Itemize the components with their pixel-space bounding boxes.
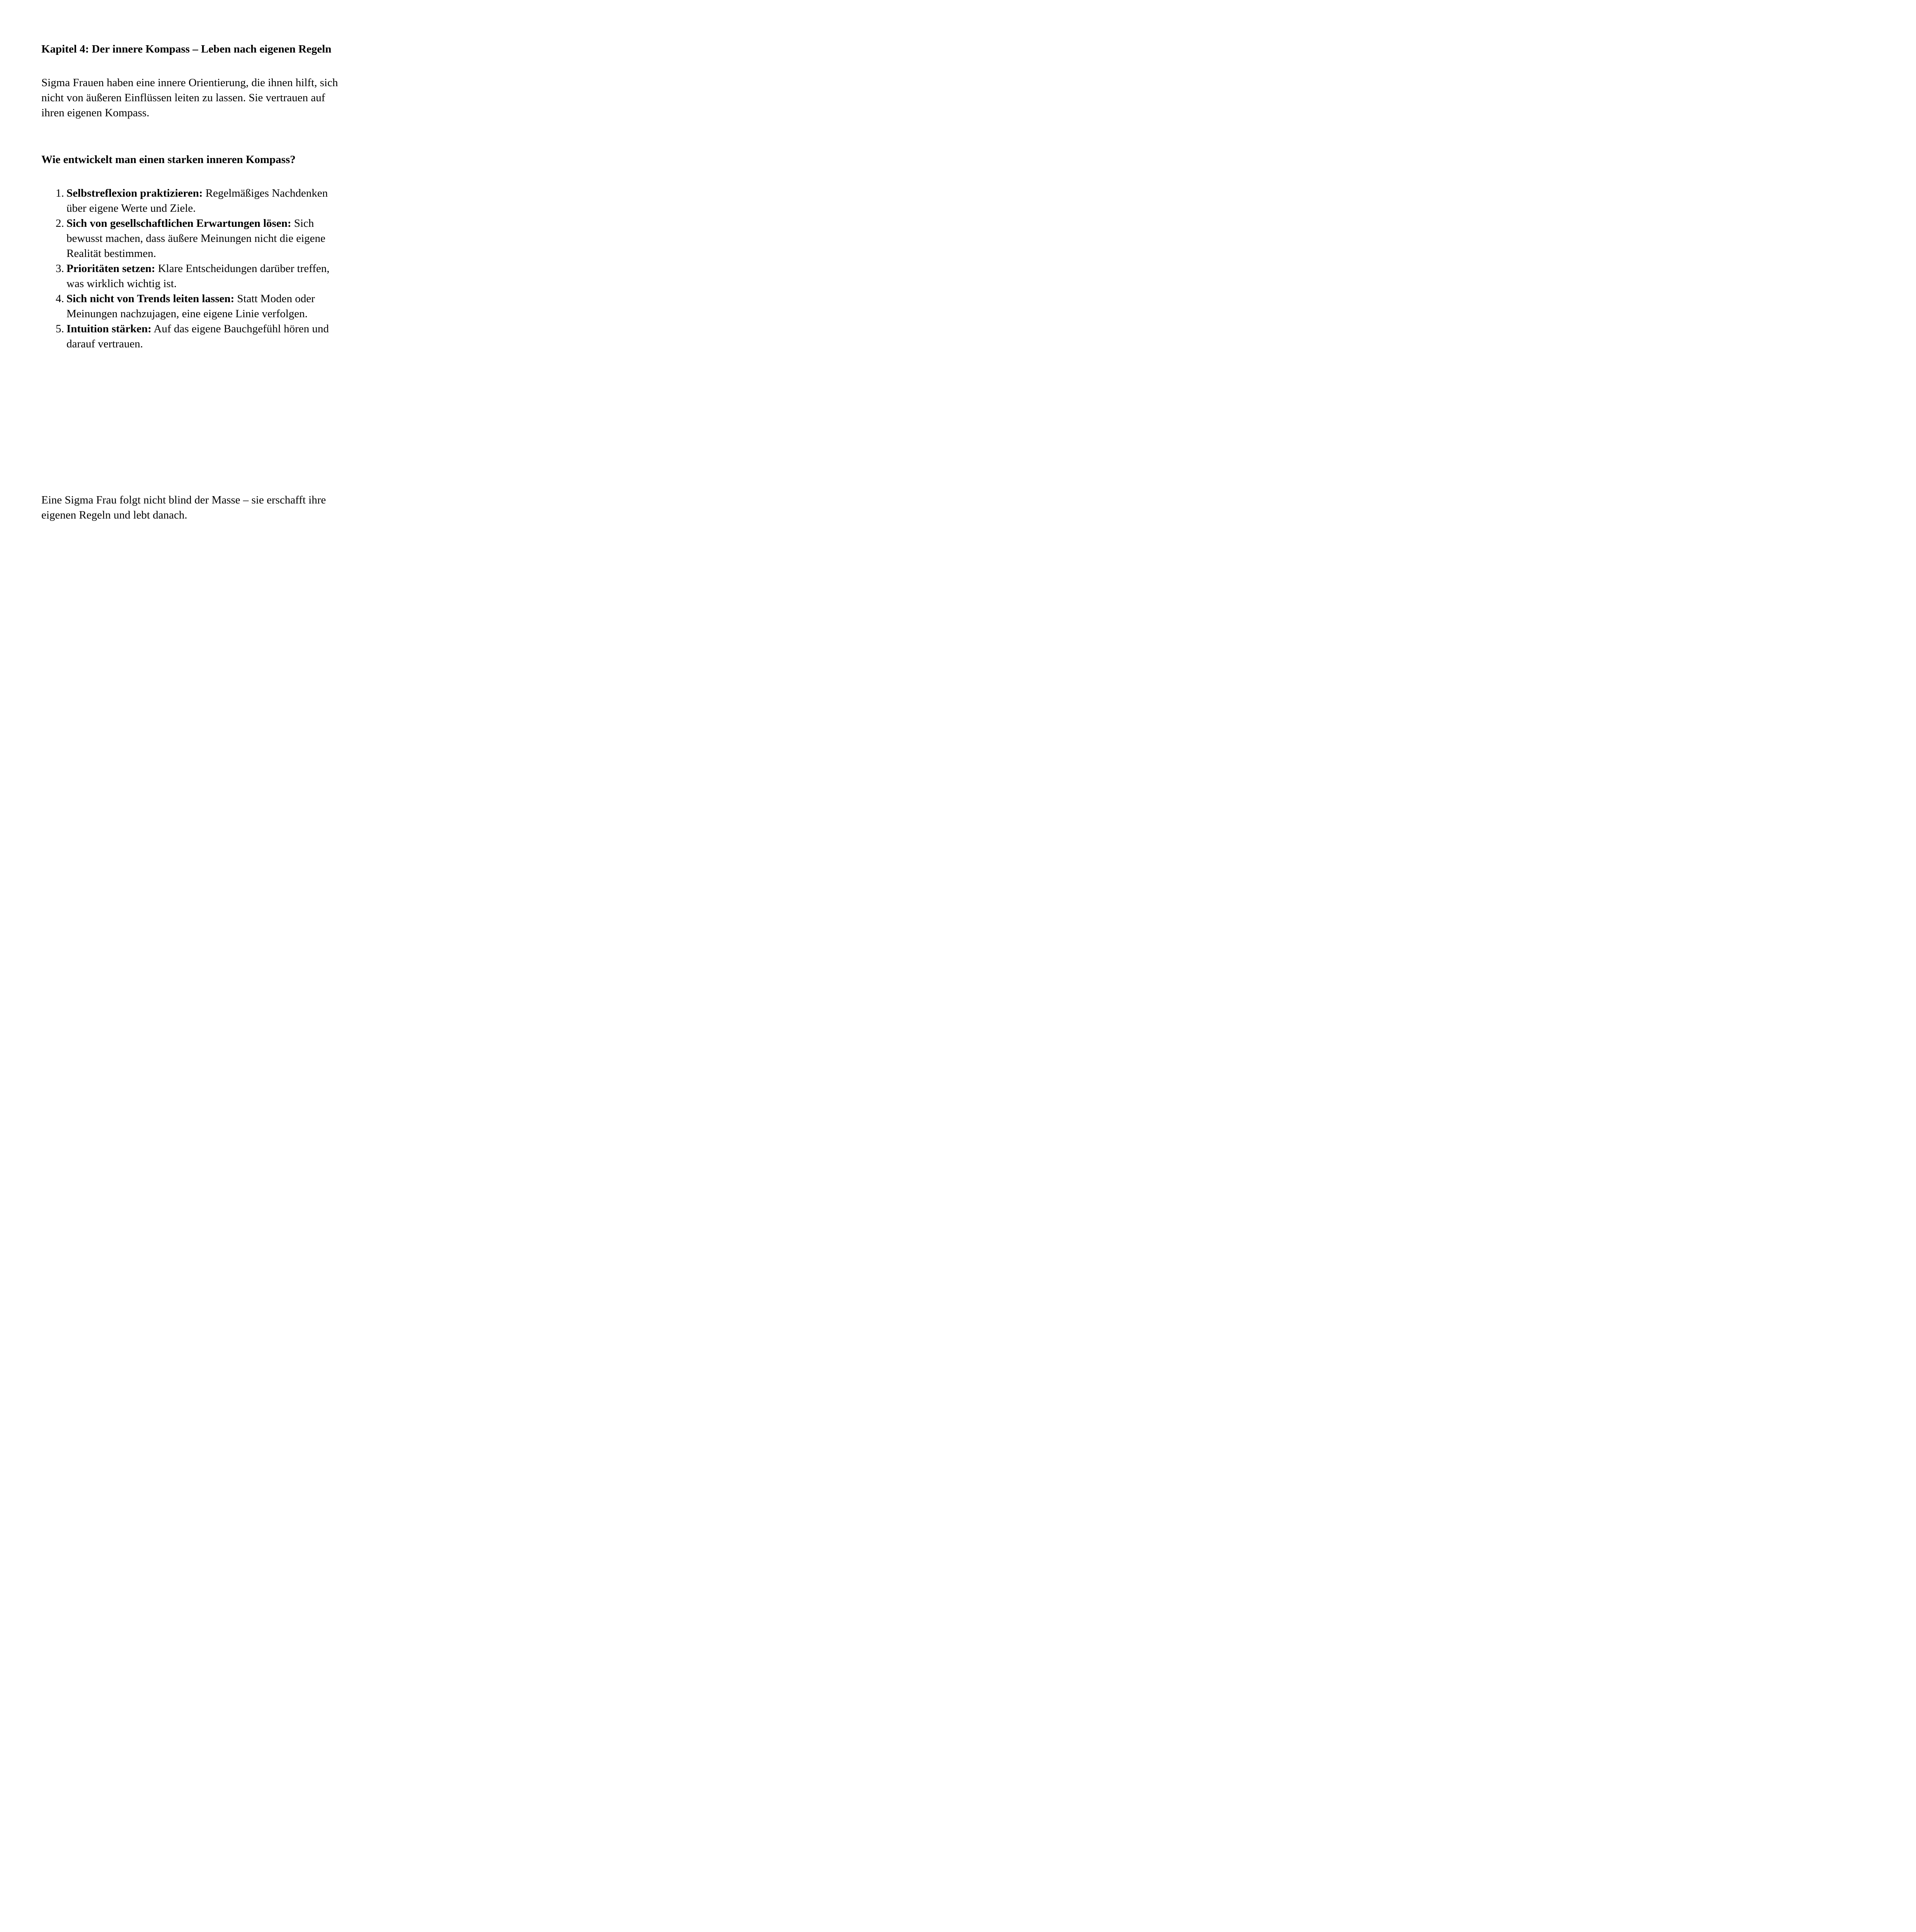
list-number: 3. [56,262,64,275]
list-item-term: Selbstreflexion praktizieren: [66,187,203,199]
list-number: 2. [56,217,64,230]
list-item-line: was wirklich wichtig ist. [66,277,177,290]
list-item-text: Klare Entscheidungen darüber treffen, [155,262,330,275]
intro-line: ihren eigenen Kompass. [41,107,150,119]
list-item-line: Realität bestimmen. [66,247,156,260]
list-item [0,186,376,216]
list-item-line: darauf vertrauen. [66,338,143,350]
list-item-line [66,186,376,201]
list-item [0,291,376,321]
list-item [0,216,376,261]
list-item-line [66,261,376,276]
list-item-term: Prioritäten setzen: [66,262,155,275]
steps-list [0,186,376,352]
list-item-term: Sich von gesellschaftlichen Erwartungen lösen: [66,217,291,230]
list-item-text: Regelmäßiges Nachdenken [202,187,328,199]
list-item-line: bewusst machen, dass äußere Meinungen nicht die eigene [66,232,326,245]
list-item-line [66,216,376,231]
closing-paragraph [41,493,389,523]
list-item-text: Sich [291,217,314,230]
list-number: 4. [56,293,64,305]
list-item-text: Statt Moden oder [234,293,315,305]
list-item-term: Sich nicht von Trends leiten lassen: [66,293,235,305]
document-page [0,0,425,601]
list-item-line [66,321,376,337]
list-number: 1. [56,187,64,199]
closing-line: eigenen Regeln und lebt danach. [41,509,187,521]
intro-line: nicht von äußeren Einflüssen leiten zu lassen. Sie vertrauen auf [41,92,325,104]
closing-line: Eine Sigma Frau folgt nicht blind der Masse – sie erschafft ihre [41,494,326,506]
section-subheading: Wie entwickelt man einen starken inneren Kompass? [41,153,296,166]
list-item-line: Meinungen nachzujagen, eine eigene Linie verfolgen. [66,308,308,320]
intro-line: Sigma Frauen haben eine innere Orientierung, die ihnen hilft, sich [41,77,338,89]
chapter-title: Kapitel 4: Der innere Kompass – Leben nach eigenen Regeln [41,43,332,55]
list-item-line: über eigene Werte und Ziele. [66,202,196,214]
list-number: 5. [56,323,64,335]
list-item-text: Auf das eigene Bauchgefühl hören und [151,323,329,335]
list-item-term: Intuition stärken: [66,323,151,335]
intro-paragraph [41,75,389,121]
list-item [0,321,376,352]
list-item [0,261,376,291]
list-item-line [66,291,376,306]
